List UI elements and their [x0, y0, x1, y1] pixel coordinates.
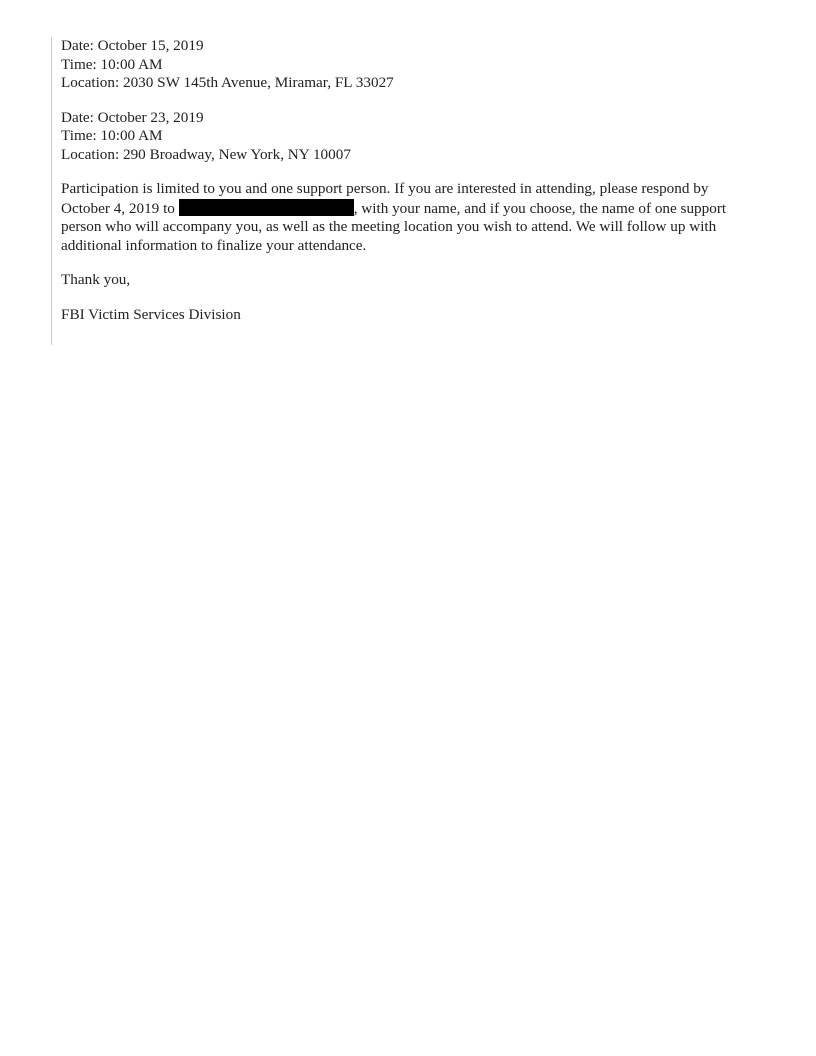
- meeting-date: Date: October 23, 2019: [61, 108, 204, 126]
- participation-text-start: Participation is limited to you and one support person. If you are interested in attending, please respond by October 4, 2019 to: [61, 180, 709, 217]
- meeting-location: Location: 2030 SW 145th Avenue, Miramar, FL 33027: [61, 74, 394, 91]
- meeting-block-2: [61, 109, 761, 165]
- signature-line: FBI Victim Services Division: [61, 305, 241, 323]
- meeting-block-1: [61, 37, 761, 93]
- redaction-box: [179, 199, 354, 216]
- participation-text-end: , with your name, and if you choose, the name of one support person who will accompany you, as well as the meeting location you wish to attend. We will follow up with additional information to finalize your attendance.: [61, 199, 727, 254]
- email-body: [61, 37, 761, 340]
- quote-bar: [51, 37, 52, 345]
- meeting-time: Time: 10:00 AM: [61, 55, 163, 73]
- meeting-location: Location: 290 Broadway, New York, NY 10007: [61, 145, 351, 163]
- participation-paragraph: [61, 180, 761, 255]
- meeting-time: Time: 10:00 AM: [61, 127, 163, 144]
- meeting-date: Date: October 15, 2019: [61, 37, 204, 54]
- closing-line: Thank you,: [61, 271, 131, 288]
